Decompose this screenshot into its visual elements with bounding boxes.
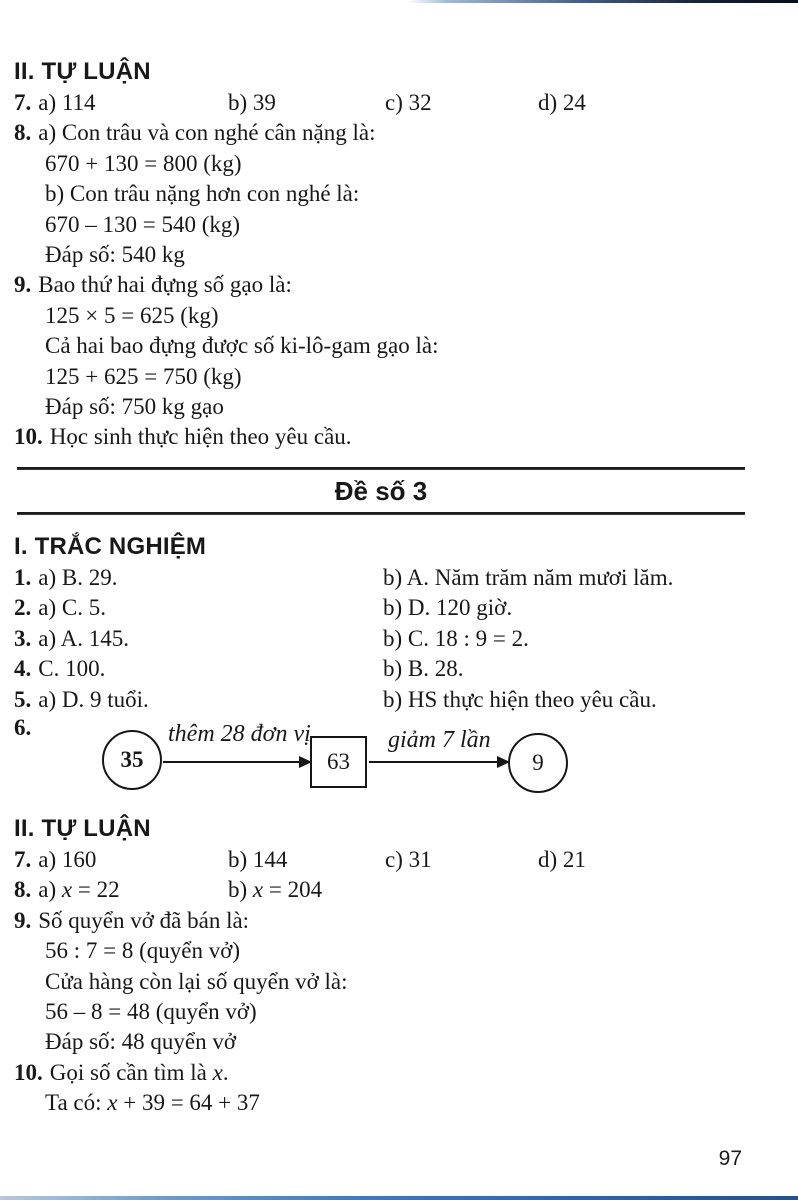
q8-b-variable: x <box>252 877 264 903</box>
q9-prev-line2: 125 × 5 = 625 (kg) <box>45 302 219 328</box>
answer-row-q7 <box>14 845 798 875</box>
q10-line2 <box>45 1088 798 1118</box>
mc1-a: a) B. 29. <box>38 564 118 590</box>
q10-line2-variable: x <box>107 1090 118 1116</box>
mc-row-1 <box>14 563 798 593</box>
q7-a: a) 160 <box>38 846 97 872</box>
section-heading-tu-luan: II. TỰ LUẬN <box>14 814 151 842</box>
q6-number: 6. <box>14 714 32 740</box>
answer-q10 <box>14 1058 798 1088</box>
q8-prev-line2: 670 + 130 = 800 (kg) <box>45 150 242 176</box>
mc5-b: b) HS thực hiện theo yêu cầu. <box>383 686 657 712</box>
mc-row-4 <box>14 654 798 684</box>
q7-b: b) 144 <box>228 846 288 872</box>
diagram-end-circle: 9 <box>508 733 568 793</box>
answer-q9 <box>14 906 798 936</box>
q7-cell-a <box>14 845 228 875</box>
q7-prev-b: b) 39 <box>228 90 276 115</box>
mc2-a: a) C. 5. <box>38 595 106 621</box>
answer-q9-prev <box>14 270 798 300</box>
mc4-a-cell <box>14 654 383 684</box>
q9-line1: Số quyển vở đã bán là: <box>38 907 250 933</box>
top-scan-edge-line <box>408 0 798 3</box>
mc1-b: b) A. Năm trăm năm mươi lăm. <box>383 564 674 590</box>
diagram-arrow1-label: thêm 28 đơn vị <box>168 720 311 747</box>
q9-number: 9. <box>14 907 32 933</box>
page-number: 97 <box>718 1147 742 1170</box>
mc5-a-cell <box>14 685 383 715</box>
q8-prev-line5: Đáp số: 540 kg <box>45 242 185 268</box>
q7-prev-cell-a <box>14 88 228 118</box>
q8-b-prefix: b) <box>228 877 253 903</box>
mc2-a-cell <box>14 593 383 623</box>
diagram-arrow-2 <box>369 761 508 763</box>
diagram-arrow2-label: giảm 7 lần <box>388 726 491 753</box>
q10-line2-suffix: + 39 = 64 + 37 <box>117 1090 260 1116</box>
q10-line1-variable: x <box>212 1059 223 1085</box>
mc1-a-cell <box>14 563 383 593</box>
question6-diagram <box>0 715 798 803</box>
q7-d: d) 21 <box>538 846 586 872</box>
q7-prev-number: 7. <box>14 90 32 115</box>
mc-row-5 <box>14 685 798 715</box>
mc4-a: C. 100. <box>38 656 106 682</box>
q9-prev-line4: 125 + 625 = 750 (kg) <box>45 363 242 389</box>
bottom-scan-edge-line <box>0 1196 798 1200</box>
q8-prev-line1: a) Con trâu và con nghé cân nặng là: <box>38 120 376 146</box>
q10-line1-suffix: . <box>222 1059 229 1085</box>
mc3-b: b) C. 18 : 9 = 2. <box>383 625 529 651</box>
diagram-start-circle: 35 <box>102 730 162 790</box>
diagram-middle-box: 63 <box>310 736 367 788</box>
q8-a-variable: x <box>61 877 73 903</box>
mc5-number: 5. <box>14 686 32 712</box>
q7-prev-c: c) 32 <box>385 90 432 115</box>
q9-line5: Đáp số: 48 quyển vở <box>45 1029 237 1055</box>
mc3-a: a) A. 145. <box>38 625 129 651</box>
header-rule-bottom <box>17 512 745 515</box>
q7-prev-d: d) 24 <box>538 90 586 115</box>
mc3-a-cell <box>14 624 383 654</box>
q8-prev-line4: 670 – 130 = 540 (kg) <box>45 211 241 237</box>
q9-prev-number: 9. <box>14 272 32 298</box>
q8-a-prefix: a) <box>38 877 62 903</box>
q9-line2: 56 : 7 = 8 (quyển vở) <box>45 938 241 964</box>
q10-prev-number: 10. <box>14 424 43 450</box>
q9-prev-line3: Cả hai bao đựng được số ki-lô-gam gạo là: <box>45 333 439 359</box>
q10-prev-text: Học sinh thực hiện theo yêu cầu. <box>49 424 352 450</box>
section-heading-tu-luan-prev: II. TỰ LUẬN <box>14 58 151 85</box>
q8-prev-number: 8. <box>14 120 32 146</box>
q10-line2-prefix: Ta có: <box>45 1090 108 1116</box>
q9-line4: 56 – 8 = 48 (quyển vở) <box>45 998 257 1024</box>
q10-line1-prefix: Gọi số cần tìm là <box>49 1059 213 1085</box>
answer-q10-prev <box>14 422 798 452</box>
q8-a-rest: = 22 <box>72 877 120 903</box>
mc3-number: 3. <box>14 625 32 651</box>
answer-q8-prev <box>14 118 798 148</box>
mc2-b: b) D. 120 giờ. <box>383 595 513 621</box>
q8-cell-b <box>228 875 798 905</box>
mc4-number: 4. <box>14 656 32 682</box>
q9-prev-line5: Đáp số: 750 kg gạo <box>45 394 224 420</box>
q9-prev-line1: Bao thứ hai đựng số gạo là: <box>38 272 292 298</box>
mc2-number: 2. <box>14 595 32 621</box>
mc-row-3 <box>14 624 798 654</box>
q10-number: 10. <box>14 1059 43 1085</box>
q8-b-rest: = 204 <box>263 877 323 903</box>
q8-number: 8. <box>14 877 32 903</box>
q7-c: c) 31 <box>385 846 432 872</box>
q7-prev-a: a) 114 <box>38 90 96 115</box>
answer-row-q8 <box>14 875 798 905</box>
answer-row-q7-prev <box>14 88 798 118</box>
mc4-b: b) B. 28. <box>383 656 464 682</box>
mc1-number: 1. <box>14 564 32 590</box>
q8-prev-line3: b) Con trâu nặng hơn con nghé là: <box>45 181 360 207</box>
test-header <box>0 467 798 515</box>
diagram-arrow-1 <box>163 761 310 763</box>
mc5-a: a) D. 9 tuổi. <box>38 686 149 712</box>
q8-cell-a <box>14 875 228 905</box>
test-title: Đề số 3 <box>334 475 428 506</box>
q9-line3: Cửa hàng còn lại số quyển vở là: <box>45 968 348 994</box>
section-heading-trac-nghiem: I. TRẮC NGHIỆM <box>14 532 207 560</box>
mc-row-2 <box>14 593 798 623</box>
q7-number: 7. <box>14 846 32 872</box>
